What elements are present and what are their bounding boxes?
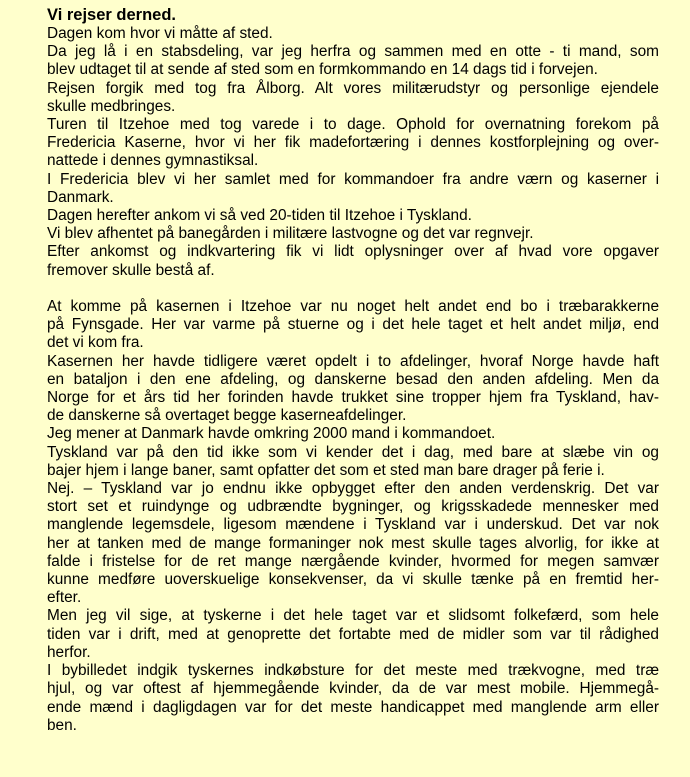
text-line: det vi kom fra. [47, 334, 144, 352]
text-line: At komme på kasernen i Itzehoe var nu noget helt andet end bo i træbarakkerne [47, 298, 659, 316]
document-body [47, 5, 659, 735]
text-line: blev udtaget til at sende af sted som en formkommando en 14 dags tid i forvejen. [47, 61, 598, 79]
text-line: de danskerne så overtaget begge kaserneafdelinger. [47, 407, 407, 425]
paragraph [47, 607, 659, 662]
text-line: på Fynsgade. Her var varme på stuerne og i det hele taget et helt andet miljø, end [47, 316, 659, 334]
text-line: Tyskland var på den tid ikke som vi kender det i dag, med bare at slæbe vin og [47, 443, 659, 461]
paragraph [47, 662, 659, 735]
paragraph [47, 43, 659, 79]
text-line: en bataljon i den ene afdeling, og danskerne besad den anden afdeling. Men da [47, 370, 659, 388]
text-line: Da jeg lå i en stabsdeling, var jeg herfra og sammen med en otte - ti mand, som [47, 43, 659, 61]
text-line: hjul, og var oftest af hjemmegående kvinder, da de var mest mobile. Hjemmegå- [47, 680, 659, 698]
text-line: fremover skulle bestå af. [47, 261, 215, 279]
text-line: Dagen herefter ankom vi så ved 20-tiden til Itzehoe i Tyskland. [47, 207, 472, 225]
text-line: Fredericia Kaserne, hvor vi her fik madefortæring i dennes kostforplejning og over- [47, 134, 659, 152]
text-line: Turen til Itzehoe med tog varede i to dage. Ophold for overnatning forekom på [47, 116, 659, 134]
text-line: bajer hjem i lange baner, samt opfatter det som et sted man bare drager på ferie i. [47, 461, 605, 479]
paragraph [47, 116, 659, 171]
text-line: Vi blev afhentet på banegården i militære lastvogne og det var regnvejr. [47, 225, 534, 243]
paragraph [47, 425, 659, 443]
paragraph [47, 353, 659, 426]
text-line: I bybilledet indgik tyskernes indkøbsture for det meste med trækvogne, med træ [47, 662, 659, 680]
text-line: falde i fristelse for de ret mange nærgående kvinder, hvormed for megen samvær [47, 552, 659, 570]
text-line: manglende legemsdele, ligesom mændene i Tyskland var i underskud. Det var nok [47, 516, 659, 534]
text-line: Norge for et års tid her forinden havde trukket sine tropper hjem fra Tyskland, hav- [47, 389, 659, 407]
text-line: ende mænd i dagligdagen var for det meste handicappet med manglende arm eller [47, 698, 659, 716]
text-line: Jeg mener at Danmark havde omkring 2000 mand i kommandoet. [47, 425, 496, 443]
text-line: Men jeg vil sige, at tyskerne i det hele taget var et slidsomt folkefærd, som hele [47, 607, 659, 625]
text-line: tiden var i drift, med at genoprette det fortabte med de midler som var til rådighed [47, 625, 659, 643]
text-line: Nej. – Tyskland var jo endnu ikke opbygget efter den anden verdenskrig. Det var [47, 480, 659, 498]
paragraph [47, 480, 659, 607]
text-line: stort set et ruindynge og udbrændte bygninger, og krigsskadede mennesker med [47, 498, 659, 516]
paragraph [47, 444, 659, 480]
document-title: Vi rejser derned. [47, 6, 177, 24]
paragraph [47, 298, 659, 353]
text-line: Rejsen forgik med tog fra Ålborg. Alt vores militærudstyr og personlige ejendele [47, 79, 659, 97]
paragraph [47, 80, 659, 116]
text-line: ben. [47, 716, 77, 734]
text-line: herfor. [47, 643, 91, 661]
paragraph [47, 171, 659, 207]
text-line: skulle medbringes. [47, 97, 176, 115]
text-line: Kasernen her havde tidligere været opdelt i to afdelinger, hvoraf Norge havde haft [47, 352, 659, 370]
text-line: kunne medføre uoverskuelige konsekvenser, da vi skulle tænke på en fremtid her- [47, 571, 659, 589]
text-line: Danmark. [47, 188, 114, 206]
text-line: nattede i dennes gymnastiksal. [47, 152, 259, 170]
text-line: efter. [47, 589, 82, 607]
paragraph-spacer [47, 280, 659, 298]
paragraph [47, 207, 659, 225]
paragraph [47, 243, 659, 279]
text-line: Efter ankomst og indkvartering fik vi lidt oplysninger over af hvad vore opgaver [47, 243, 659, 261]
paragraph [47, 25, 659, 43]
text-line: Dagen kom hvor vi måtte af sted. [47, 25, 273, 42]
text-line: her at tanken med de mange formaninger nok mest skulle tages alvorlig, for ikke at [47, 534, 659, 552]
text-line: I Fredericia blev vi her samlet med for kommandoer fra andre værn og kaserner i [47, 170, 659, 188]
paragraph [47, 225, 659, 243]
